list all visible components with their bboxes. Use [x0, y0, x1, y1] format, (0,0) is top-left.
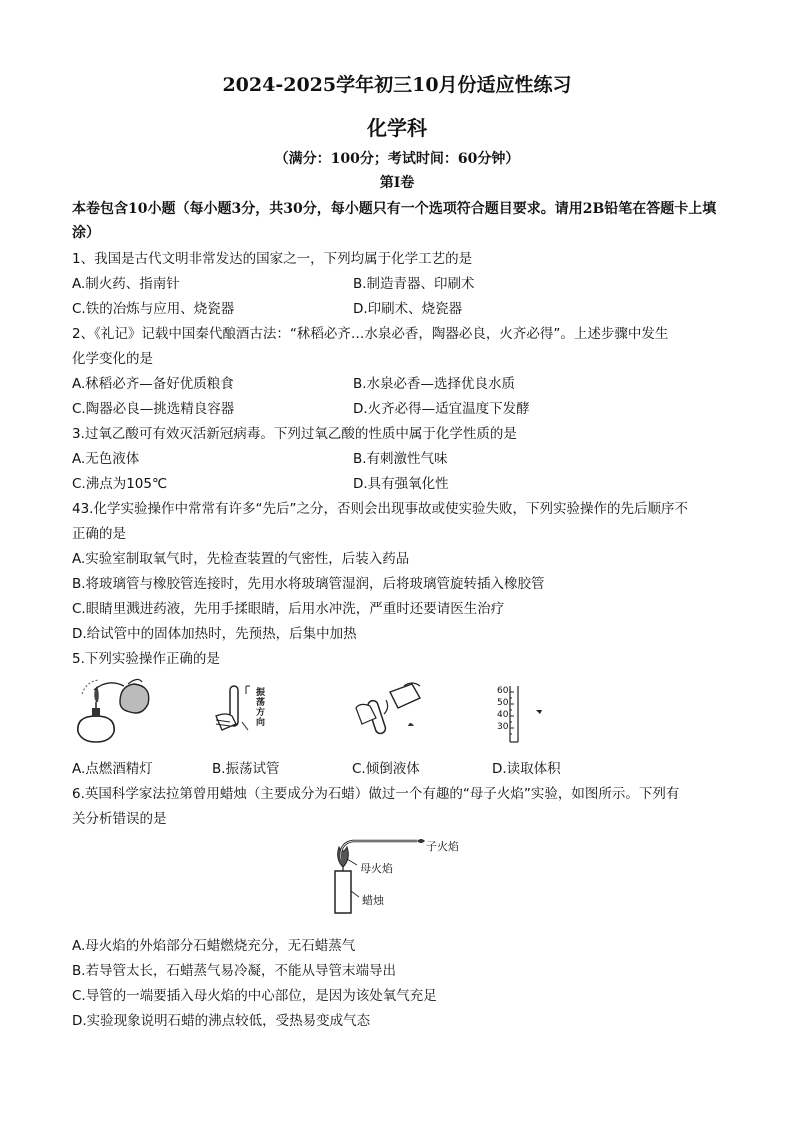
mother-flame-label: 母火焰	[360, 862, 393, 875]
candle-label: 蜡烛	[362, 894, 384, 907]
q6-option-c: C.导管的一端要插入母火焰的中心部位，是因为该处氧气充足	[72, 988, 437, 1004]
cylinder-tick-50: 50	[497, 698, 509, 708]
q6-option-b: B.若导管太长，石蜡蒸气易冷凝，不能从导管末端导出	[72, 963, 397, 979]
alcohol-lamp-figure	[68, 672, 158, 752]
q3-stem: 3.过氧乙酸可有效灭活新冠病毒。下列过氧乙酸的性质中属于化学性质的是	[72, 426, 517, 442]
q1-option-b: B.制造青器、印刷术	[353, 276, 475, 292]
q3-option-c: C.沸点为105℃	[72, 476, 168, 492]
q4-option-c: C.眼睛里溅进药液，先用手揉眼睛，后用水冲洗，严重时还要请医生治疗	[72, 601, 505, 617]
exam-info: （满分：100分；考试时间：60分钟）	[274, 151, 520, 167]
cylinder-tick-30: 30	[497, 722, 509, 732]
q6-stem-line1: 6.英国科学家法拉第曾用蜡烛（主要成分为石蜡）做过一个有趣的“母子火焰”实验，如图所示。下列有	[72, 786, 680, 802]
q4-option-a: A.实验室制取氧气时，先检查装置的气密性，后装入药品	[72, 551, 410, 567]
q1-option-c: C.铁的冶炼与应用、烧瓷器	[72, 301, 235, 317]
q2-option-c: C.陶器必良—挑选精良容器	[72, 401, 235, 417]
q1-option-a: A.制火药、指南针	[72, 276, 180, 292]
q1-stem: 1、我国是古代文明非常发达的国家之一，下列均属于化学工艺的是	[72, 251, 473, 267]
cylinder-tick-60: 60	[497, 686, 509, 696]
q2-stem-line1: 2、《礼记》记载中国秦代酿酒古法：“秫稻必齐…水泉必香，陶器必良，火齐必得”。上述步骤中发生	[72, 326, 669, 342]
q6-option-a: A.母火焰的外焰部分石蜡燃烧充分，无石蜡蒸气	[72, 938, 356, 954]
q5-option-b: B.振荡试管	[212, 761, 280, 777]
q5-option-c: C.倾倒液体	[352, 761, 420, 777]
child-flame-label: 子火焰	[426, 840, 459, 853]
q4-option-d: D.给试管中的固体加热时，先预热，后集中加热	[72, 626, 357, 642]
exam-title: 2024-2025学年初三10月份适应性练习	[222, 74, 572, 96]
q3-option-a: A.无色液体	[72, 451, 140, 467]
q5-option-d: D.读取体积	[492, 761, 561, 777]
q1-option-d: D.印刷术、烧瓷器	[353, 301, 463, 317]
q4-stem-line2: 正确的是	[72, 526, 126, 542]
cylinder-tick-40: 40	[497, 710, 509, 720]
q3-option-b: B.有刺激性气味	[353, 451, 448, 467]
q2-option-a: A.秫稻必齐—备好优质粮食	[72, 376, 234, 392]
volume-label: 第Ⅰ卷	[379, 175, 415, 191]
q2-option-d: D.火齐必得—适宜温度下发酵	[353, 401, 530, 417]
q4-stem-line1: 43.化学实验操作中常常有许多“先后”之分，否则会出现事故或使实验失败，下列实验操作的先后顺序不	[72, 501, 688, 517]
subject-title: 化学科	[367, 116, 427, 140]
shake-direction-label: 振荡方向	[256, 688, 266, 728]
q5-option-a: A.点燃酒精灯	[72, 761, 153, 777]
pouring-liquid-figure	[350, 678, 430, 748]
instructions: 本卷包含10小题（每小题3分，共30分，每小题只有一个选项符合题目要求。请用2B铅笔在答题卡上填涂）	[72, 201, 717, 241]
q2-stem-line2: 化学变化的是	[72, 351, 153, 367]
q5-stem: 5.下列实验操作正确的是	[72, 651, 220, 667]
q6-option-d: D.实验现象说明石蜡的沸点较低，受热易变成气态	[72, 1013, 371, 1029]
q6-stem-line2: 关分析错误的是	[72, 811, 167, 827]
q2-option-b: B.水泉必香—选择优良水质	[353, 376, 516, 392]
q3-option-d: D.具有强氧化性	[353, 476, 449, 492]
q4-option-b: B.将玻璃管与橡胶管连接时，先用水将玻璃管湿润，后将玻璃管旋转插入橡胶管	[72, 576, 545, 592]
